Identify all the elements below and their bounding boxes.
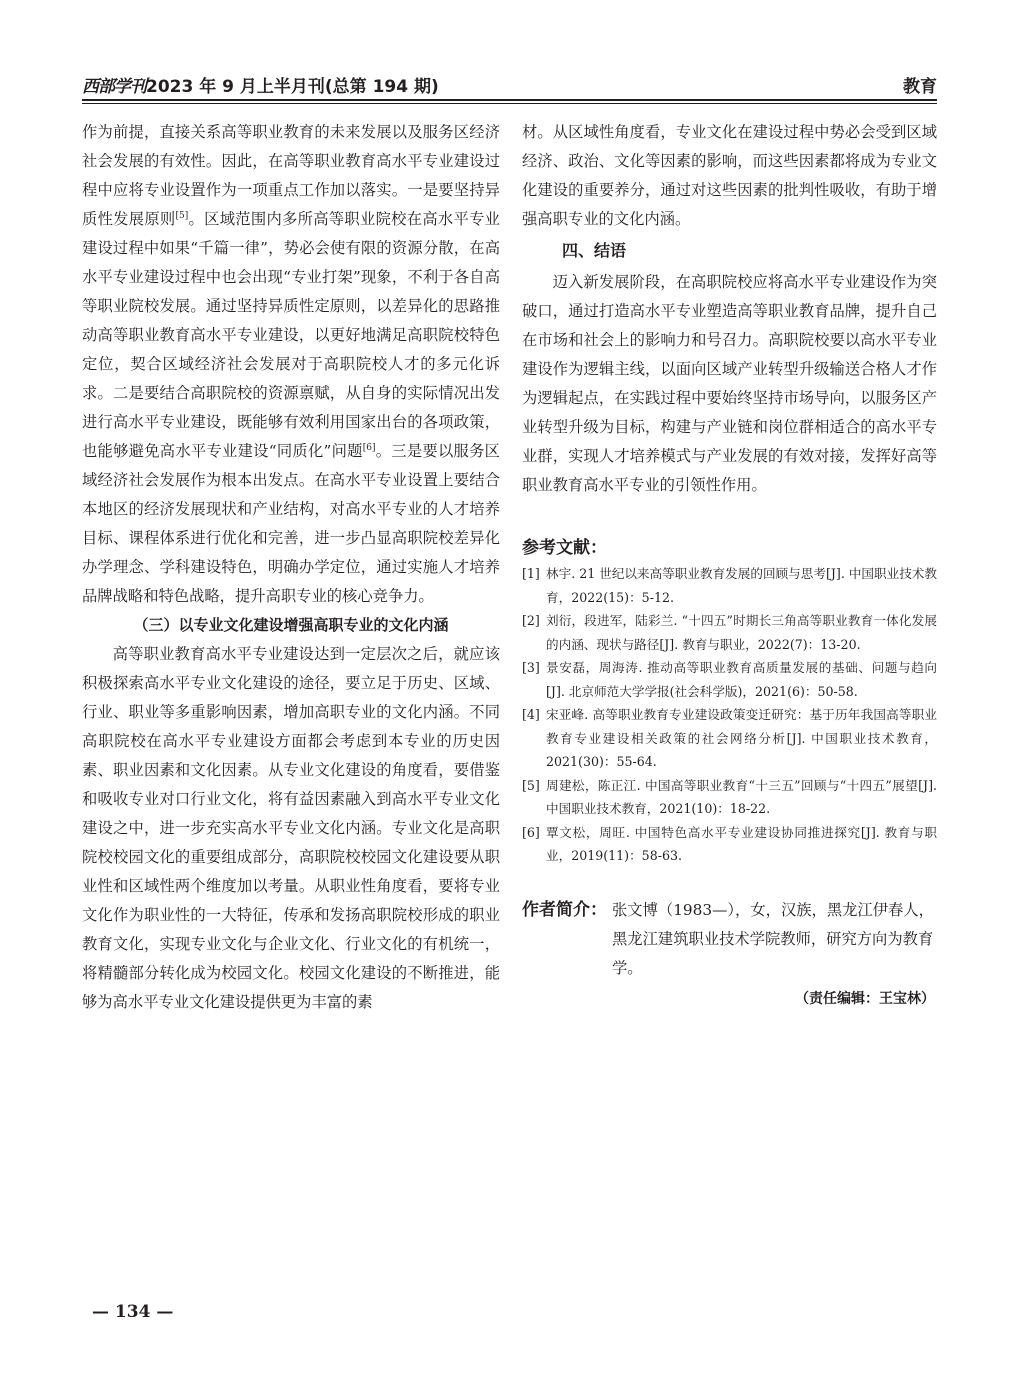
paragraph-text: 。区域范围内多所高等职业院校在高水平专业建设过程中如果“千篇一律”，势必会使有限的资源分散，在高水平专业建设过程中也会出现“专业打架”现象，不利于各自高等职业院校发展。通过坚持异质性定原则，以差异化的思路推动高等职业教育高水平专业建设，以更好地满足高职院校特色定位，契合区域经济社会发展对于高职院校人才的多元化诉求。二是要结合高职院校的资源禀赋，从自身的实际情况出发进行高水平专业建设，既能够有效利用国家出台的各项政策，也能够避免高水平专业建设“同质化”问题 (82, 210, 500, 460)
reference-item (522, 821, 937, 868)
author-bio (522, 896, 937, 983)
reference-number: [3] (522, 660, 540, 675)
paragraph: 材。从区域性角度看，专业文化在建设过程中势必会受到区域经济、政治、文化等因素的影响，而这些因素都将成为专业文化建设的重要养分，通过对这些因素的批判性吸收，有助于增强高职专业的文化内涵。 (522, 123, 937, 228)
paragraph-text: 作为前提，直接关系高等职业教育的未来发展以及服务区经济社会发展的有效性。因此，在高等职业教育高水平专业建设过程中应将专业设置作为一项重点工作加以落实。一是要坚持异质性发展原则 (82, 123, 500, 228)
issue-info: 2023 年 9 月上半月刊(总第 194 期) (146, 77, 439, 97)
paragraph-text: 。三是要以服务区域经济社会发展作为根本出发点。在高水平专业设置上要结合本地区的经济发展现状和产业结构，对高水平专业的人才培养目标、课程体系进行优化和完善，进一步凸显高职院校差异化办学理念、学科建设特色，明确办学定位，通过实施人才培养品牌战略和特色战略，提升高职专业的核心竞争力。 (82, 442, 500, 605)
reference-text: 覃文松，周旺. 中国特色高水平专业建设协同推进探究[J]. 教育与职业，2019(11)：58-63. (546, 824, 937, 863)
paragraph: 迈入新发展阶段，在高职院校应将高水平专业建设作为突破口，通过打造高水平专业塑造高等职业教育品牌，提升自己在市场和社会上的影响力和号召力。高职院校要以高水平专业建设作为逻辑主线，以面向区域产业转型升级输送合格人才作为逻辑起点，在实践过程中要始终坚持市场导向，以服务区产业转型升级为目标，构建与产业链和岗位群相适合的高水平专业群，实现人才培养模式与产业发展的有效对接，发挥好高等职业教育高水平专业的引领性作用。 (522, 273, 937, 494)
citation: [5] (175, 210, 189, 221)
reference-text: 刘衍，段进军，陆彩兰. “十四五”时期长三角高等职业教育一体化发展的内涵、现状与路径[J]. 教育与职业，2022(7)：13-20. (546, 613, 937, 652)
references-title: 参考文献： (522, 538, 607, 558)
reference-number: [1] (522, 566, 540, 581)
paragraph: 高等职业教育高水平专业建设达到一定层次之后，就应该积极探索高水平专业文化建设的途径，要立足于历史、区域、行业、职业等多重影响因素，增加高职专业的文化内涵。不同高职院校在高水平专业建设方面都会考虑到本专业的历史因素、职业因素和文化因素。从专业文化建设的角度看，要借鉴和吸收专业对口行业文化，将有益因素融入到高水平专业文化建设之中，进一步充实高水平专业文化内涵。专业文化是高职院校校园文化的重要组成部分，高职院校校园文化建设要从职业性和区域性两个维度加以考量。从职业性角度看，要将专业文化作为职业性的一大特征，传承和发扬高职院校形成的职业教育文化，实现专业文化与企业文化、行业文化的有机统一，将精髓部分转化成为校园文化。校园文化建设的不断推进，能够为高水平专业文化建设提供更为丰富的素 (82, 645, 500, 1011)
reference-item (522, 562, 937, 609)
reference-item (522, 703, 937, 774)
citation: [6] (362, 442, 376, 453)
section-label: 教育 (903, 77, 937, 97)
reference-number: [4] (522, 707, 540, 722)
paragraph (82, 118, 500, 611)
author-text: 张文博（1983—），女，汉族，黑龙江伊春人，黑龙江建筑职业技术学院教师，研究方向为教育学。 (612, 900, 934, 977)
header-rule (82, 99, 937, 101)
reference-text: 林宇. 21 世纪以来高等职业教育发展的回顾与思考[J]. 中国职业技术教育，2022(15)：5-12. (546, 566, 937, 605)
section-heading: 四、结语 (562, 241, 627, 260)
reference-item (522, 609, 937, 656)
reference-item (522, 656, 937, 703)
journal-issue (82, 72, 439, 97)
author-label: 作者简介： (522, 899, 607, 920)
reference-text: 周建松，陈正江. 中国高等职业教育“十三五”回顾与“十四五”展望[J]. 中国职业技术教育，2021(10)：18-22. (546, 777, 937, 816)
reference-text: 景安磊，周海涛. 推动高等职业教育高质量发展的基础、问题与趋向[J]. 北京师范大学学报(社会科学版)，2021(6)：50-58. (546, 660, 937, 699)
page-number: — 134 — (92, 1302, 174, 1322)
reference-item (522, 774, 937, 821)
reference-text: 宋亚峰. 高等职业教育专业建设政策变迁研究：基于历年我国高等职业教育专业建设相关政策的社会网络分析[J]. 中国职业技术教育，2021(30)：55-64. (546, 707, 937, 769)
reference-number: [2] (522, 613, 540, 628)
reference-number: [5] (522, 777, 540, 793)
running-header (82, 72, 937, 98)
right-column (522, 118, 937, 1008)
left-column (82, 118, 500, 1017)
responsible-editor: （责任编辑：王宝林） (795, 990, 935, 1007)
references-list (522, 562, 937, 868)
reference-number: [6] (522, 824, 540, 840)
subsection-heading: （三）以专业文化建设增强高职专业的文化内涵 (133, 616, 449, 634)
header-rule-thin (82, 103, 937, 104)
journal-logo: 西部学刊 (82, 77, 146, 97)
